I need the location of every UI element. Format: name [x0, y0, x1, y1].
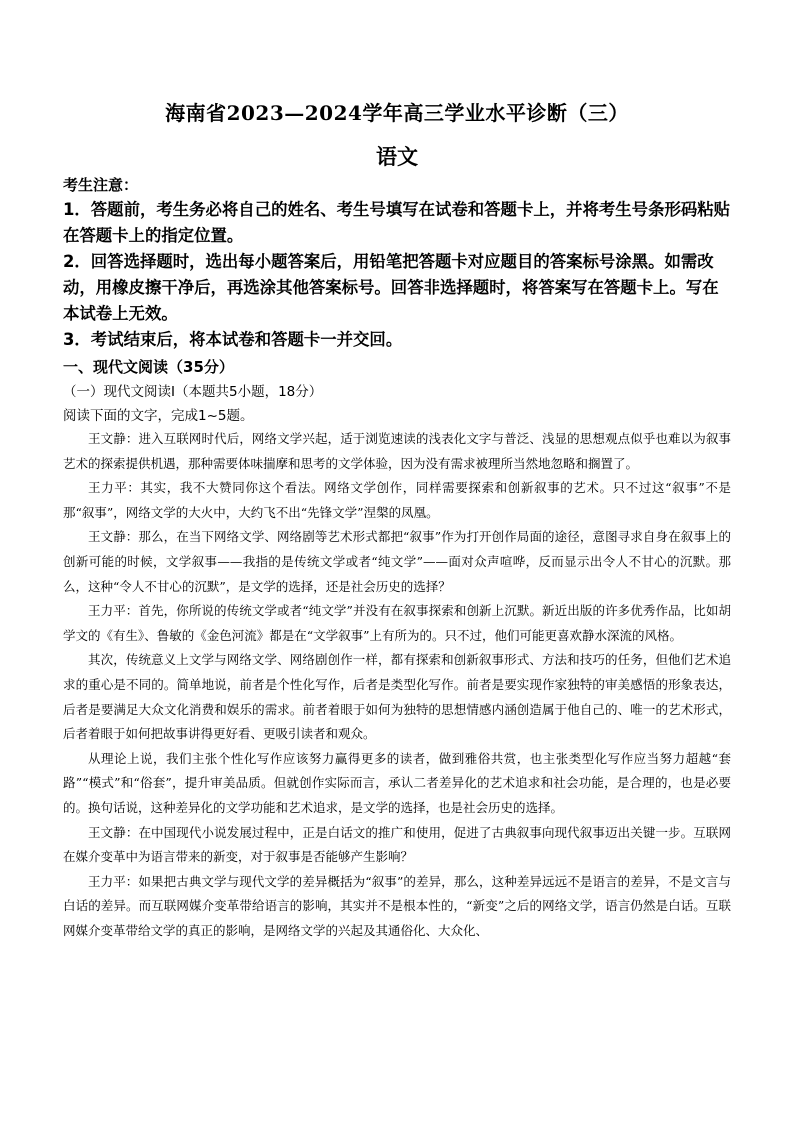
- passage-paragraph: 王力平：其实，我不大赞同你这个看法。网络文学创作，同样需要探索和创新叙事的艺术。只不过这“叙事”不是那“叙事”，网络文学的大火中，大约飞不出“先锋文学”涅槃的凤凰。: [63, 480, 731, 520]
- passage-paragraph: 从理论上说，我们主张个性化写作应该努力赢得更多的读者，做到雅俗共赏，也主张类型化写作应当努力超越“套路”“模式”和“俗套”，提升审美品质。但就创作实际而言，承认二者差异化的艺术追求和社会功能，是合理的，也是必要的。换句话说，这种差异化的文学功能和艺术追求，是文学的选择，也是社会历史的选择。: [63, 750, 731, 815]
- passage-paragraph: 王文静：进入互联网时代后，网络文学兴起，适于浏览速读的浅表化文字与普泛、浅显的思想观点似乎也难以为叙事艺术的探索提供机遇，那种需要体味揣摩和思考的文学体验，因为没有需求被理所当然地忽略和搁置了。: [63, 431, 731, 471]
- passage-paragraph: 王力平：首先，你所说的传统文学或者“纯文学”并没有在叙事探索和创新上沉默。新近出版的许多优秀作品，比如胡学文的《有生》、鲁敏的《金色河流》都是在“文学叙事”上有所为的。只不过，他们可能更喜欢静水深流的风格。: [63, 603, 731, 643]
- exam-content: [63, 173, 731, 943]
- section-instruction: 阅读下面的文字，完成1~5题。: [63, 408, 254, 424]
- passage-paragraph: 王文静：在中国现代小说发展过程中，正是白话文的推广和使用，促进了古典叙事向现代叙事迈出关键一步。互联网在媒介变革中为语言带来的新变，对于叙事是否能够产生影响？: [63, 824, 731, 865]
- notice-heading: 考生注意：: [63, 176, 139, 194]
- notice-item-2: 2．回答选择题时，选出每小题答案后，用铅笔把答题卡对应题目的答案标号涂黑。如需改动，用橡皮擦干净后，再选涂其他答案标号。回答非选择题时，将答案写在答题卡上。写在本试卷上无效。: [63, 252, 719, 323]
- section-part: （一）现代文阅读Ⅰ（本题共5小题，18分）: [63, 384, 323, 400]
- notice-item-3: 3．考试结束后，将本试卷和答题卡一并交回。: [63, 330, 403, 349]
- passage-paragraph: 王力平：如果把古典文学与现代文学的差异概括为“叙事”的差异，那么，这种差异远远不是语言的差异，不是文言与白话的差异。而互联网媒介变革带给语言的影响，其实并不是根本性的，“新变”之后的网络文学，语言仍然是白话。互联网媒介变革带给文学的真正的影响，是网络文学的兴起及其通俗化、大众化、: [63, 873, 731, 938]
- subject-title: 语文: [376, 144, 418, 169]
- exam-title: 海南省2023—2024学年高三学业水平诊断（三）: [165, 101, 629, 125]
- passage-paragraph: 王文静：那么，在当下网络文学、网络剧等艺术形式都把“叙事”作为打开创作局面的途径，意图寻求自身在叙事上的创新可能的时候，文学叙事——我指的是传统文学或者“纯文学”——面对众声喧哗，反而显示出令人不甘心的沉默。那么，这种“令人不甘心的沉默”，是文学的选择，还是社会历史的选择？: [63, 529, 731, 594]
- section-heading: 一、现代文阅读（35分）: [63, 358, 234, 376]
- notice-item-1: 1．答题前，考生务必将自己的姓名、考生号填写在试卷和答题卡上，并将考生号条形码粘贴在答题卡上的指定位置。: [63, 200, 731, 245]
- passage-paragraph: 其次，传统意义上文学与网络文学、网络剧创作一样，都有探索和创新叙事形式、方法和技巧的任务，但他们艺术追求的重心是不同的。简单地说，前者是个性化写作，后者是类型化写作。前者是要实现作家独特的审美感悟的形象表达，后者是要满足大众文化消费和娱乐的需求。前者着眼于如何为独特的思想情感内涵创造属于他自己的、唯一的艺术形式，后者着眼于如何把故事讲得更好看、更吸引读者和观众。: [63, 652, 731, 742]
